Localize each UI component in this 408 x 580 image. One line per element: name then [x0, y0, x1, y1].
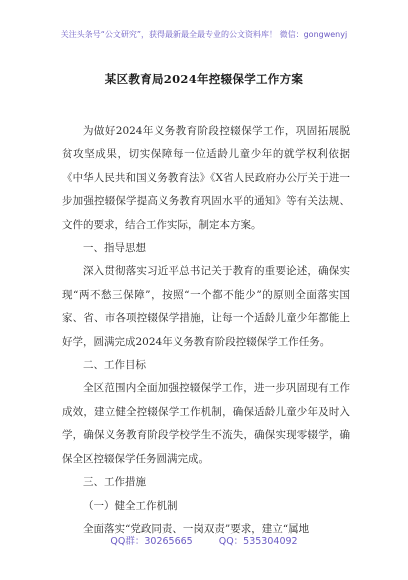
- paragraph-work-goals: 全区范围内全面加强控辍保学工作，进一步巩固现有工作成效，建立健全控辍保学工作机制，确保适龄儿童少年及时入学，确保义务教育阶段学校学生不流失，确保实现零辍学，确保全区控辍保学任务圆满完成。: [62, 382, 350, 465]
- section-heading-work-goals: 二、工作目标: [83, 359, 146, 372]
- section-heading-guiding-ideology: 一、指导思想: [83, 242, 146, 255]
- document-title: 某区教育局2024年控辍保学工作方案: [104, 72, 304, 86]
- header-banner: 关注头条号“公文研究”，获得最新最全最专业的公文资料库！ 微信：gongwenyj: [60, 30, 348, 39]
- footer-contact: [0, 536, 408, 548]
- section-heading-work-measures: 三、工作措施: [83, 476, 146, 489]
- paragraph-guiding-ideology: 深入贯彻落实习近平总书记关于教育的重要论述，确保实现“两不愁三保障”，按照“一个都不能少”的原则全面落实国家、省、市各项控辍保学措施，让每一个适龄儿童少年都能上好学，圆满完成2024年义务教育阶段控辍保学工作任务。: [62, 265, 350, 348]
- paragraph-mechanism: 全面落实“党政同责、一岗双责”要求，建立“属地: [83, 522, 310, 535]
- document-body: [62, 120, 350, 541]
- footer-qq-group: QQ群：30265665: [110, 536, 193, 547]
- paragraph-intro: 为做好2024年义务教育阶段控辍保学工作，巩固拓展脱贫攻坚成果，切实保障每一位适龄儿童少年的就学权利依据《中华人民共和国义务教育法》《X省人民政府办公厅关于进一步加强控辍保学提高义务教育巩固水平的通知》等有关法规、文件的要求，结合工作实际，制定本方案。: [62, 125, 350, 231]
- subsection-heading-mechanism: （一）健全工作机制: [83, 499, 178, 512]
- footer-qq: QQ：535304092: [218, 536, 298, 547]
